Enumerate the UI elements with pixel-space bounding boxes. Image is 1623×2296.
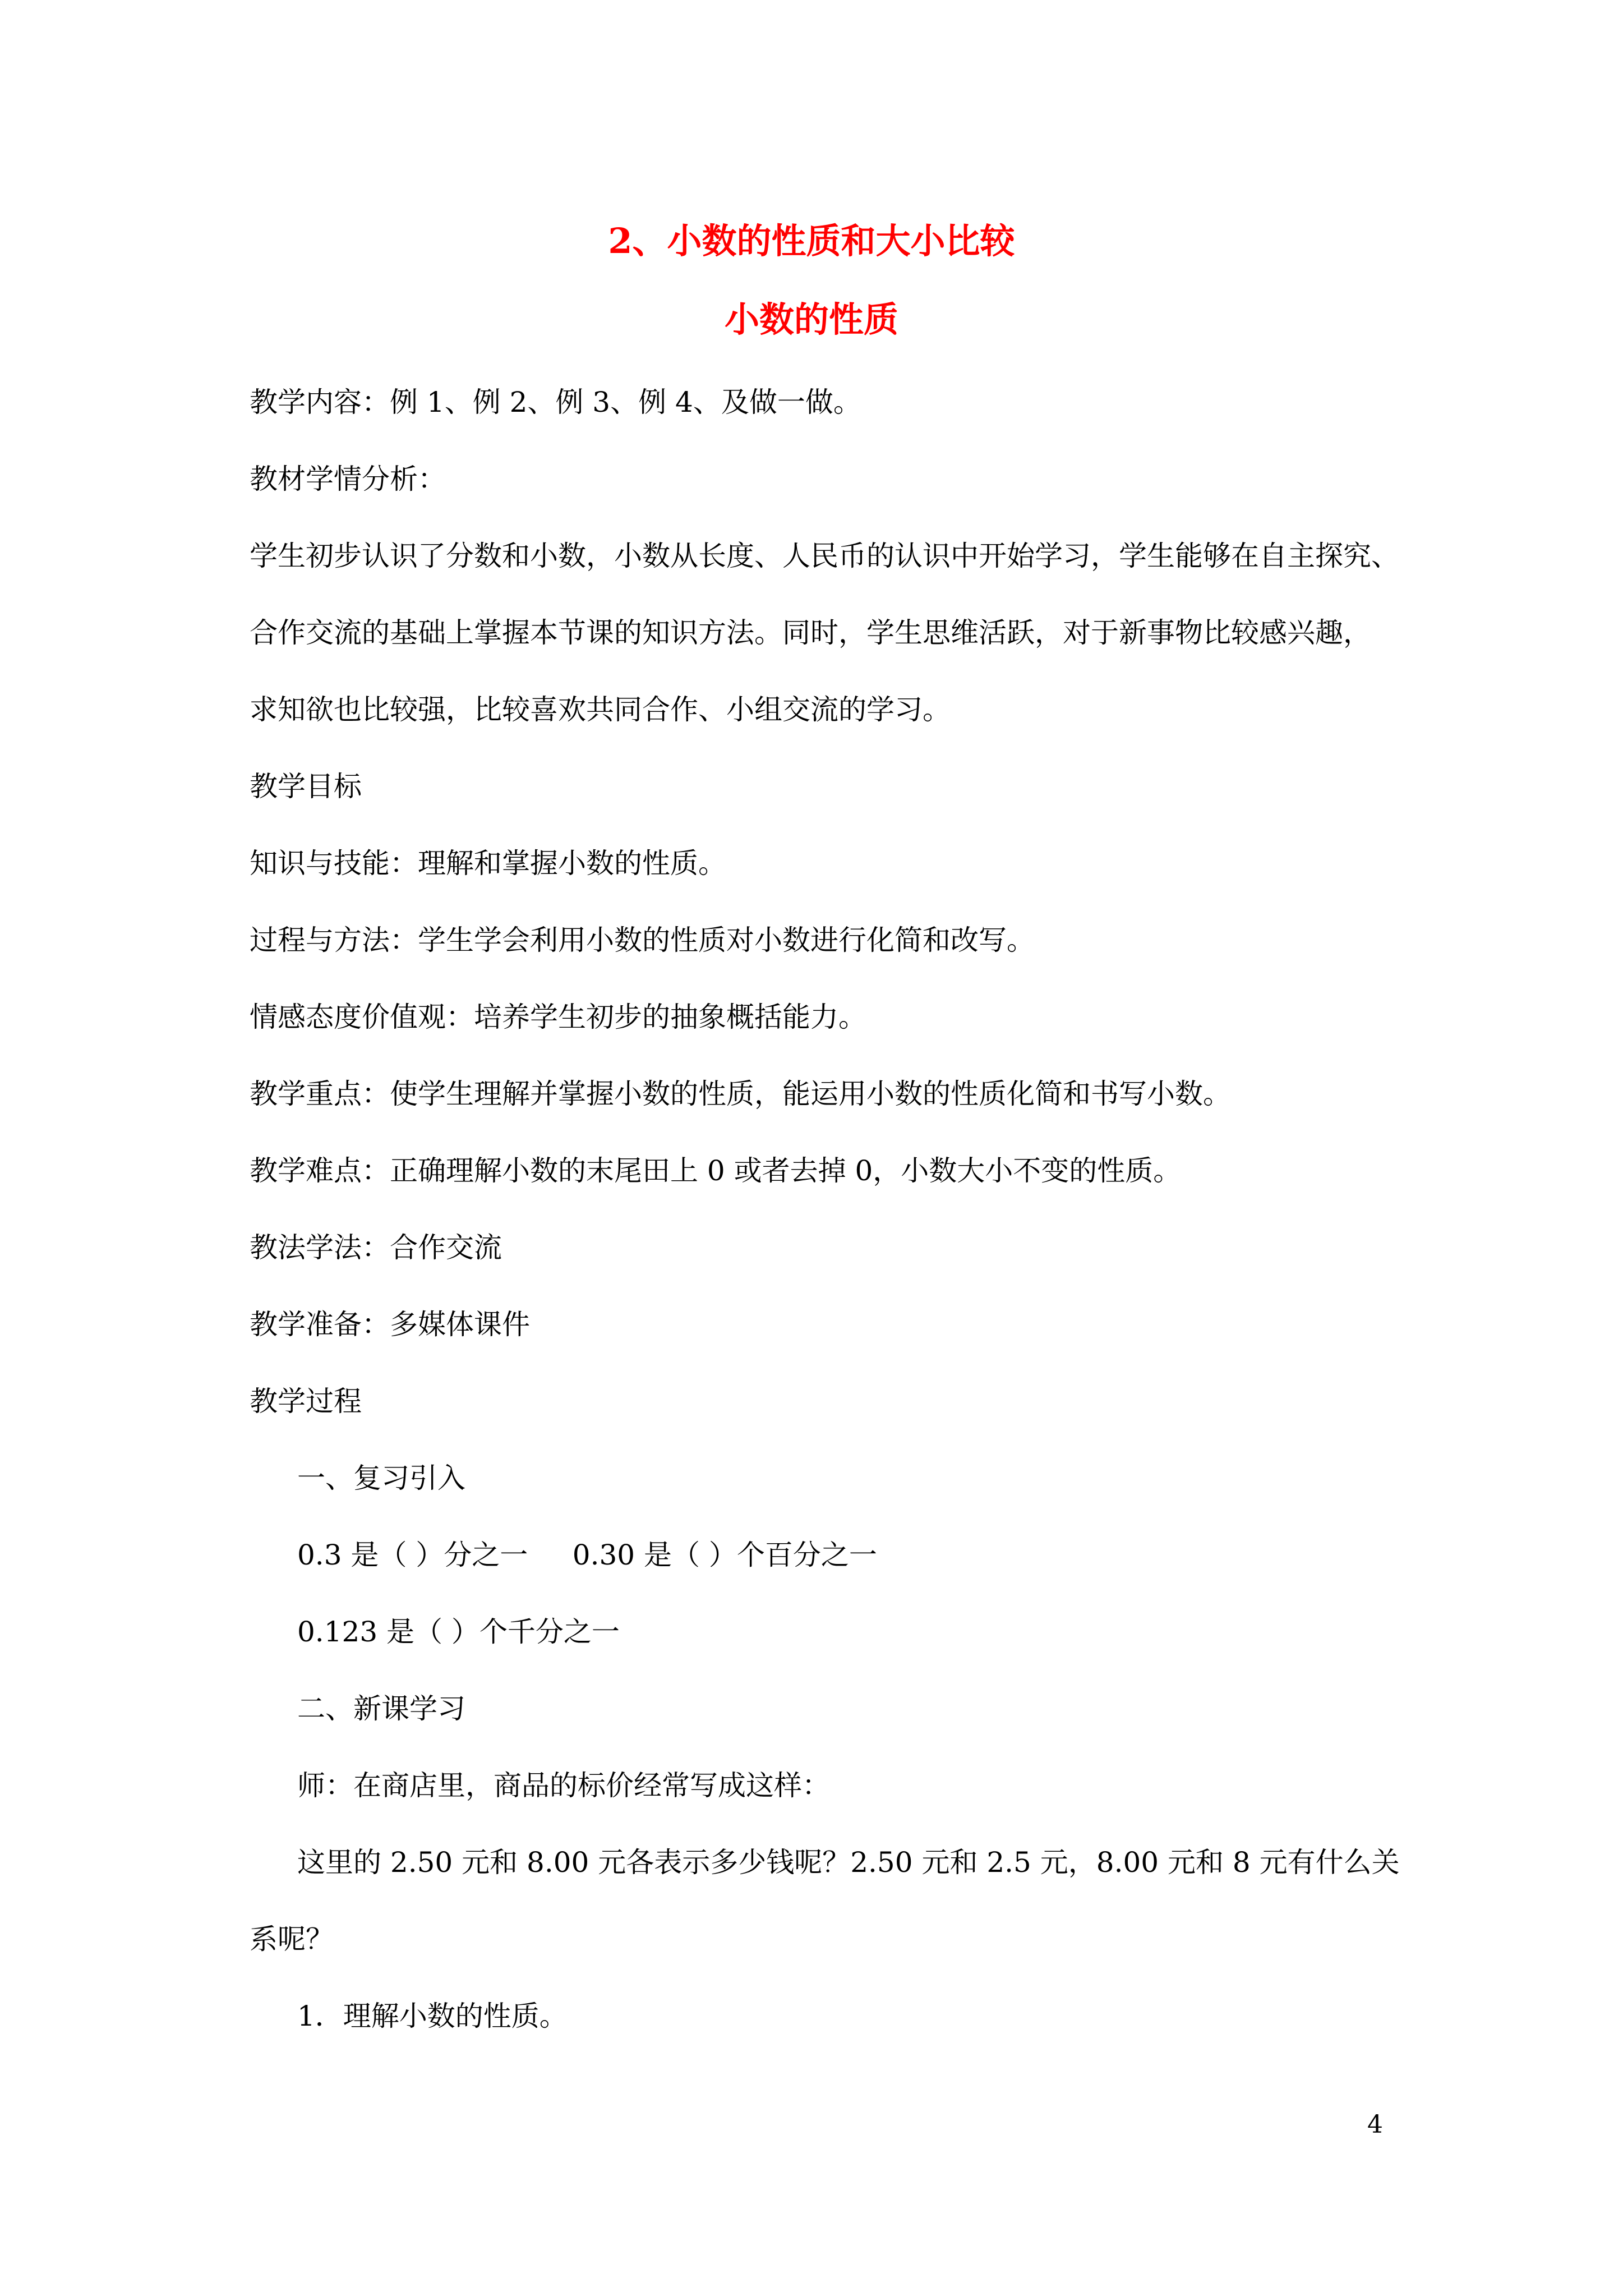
objective-process: 过程与方法：学生学会利用小数的性质对小数进行化简和改写。 <box>250 924 1035 956</box>
objective-attitude: 情感态度价值观：培养学生初步的抽象概括能力。 <box>250 1001 866 1033</box>
teaching-preparation: 教学准备：多媒体课件 <box>250 1308 530 1341</box>
process-heading: 教学过程 <box>250 1385 362 1418</box>
teacher-line: 师：在商店里，商品的标价经常写成这样： <box>297 1769 830 1802</box>
objectives-heading: 教学目标 <box>250 770 362 803</box>
page-number: 4 <box>1367 2110 1383 2139</box>
analysis-paragraph <box>250 538 1399 769</box>
page-subtitle: 小数的性质 <box>724 299 898 340</box>
question-line: 这里的 2.50 元和 8.00 元各表示多少钱呢？2.50 元和 2.5 元，8.00 元和 8 元有什么关 <box>297 1846 1400 1879</box>
teaching-content: 教学内容：例 1、例 2、例 3、例 4、及做一做。 <box>250 386 861 418</box>
section-review: 一、复习引入 <box>297 1462 465 1494</box>
objective-knowledge: 知识与技能：理解和掌握小数的性质。 <box>250 847 726 880</box>
analysis-line: 合作交流的基础上掌握本节课的知识方法。同时，学生思维活跃，对于新事物比较感兴趣， <box>250 616 1371 649</box>
question-line-continued: 系呢？ <box>250 1923 334 1955</box>
step-1: 1．理解小数的性质。 <box>297 2000 568 2032</box>
analysis-line: 求知欲也比较强，比较喜欢共同合作、小组交流的学习。 <box>250 693 951 726</box>
analysis-heading: 教材学情分析： <box>250 463 446 495</box>
analysis-line: 学生初步认识了分数和小数，小数从长度、人民币的认识中开始学习，学生能够在自主探究、 <box>250 540 1399 572</box>
review-question-2: 0.123 是（ ）个千分之一 <box>297 1616 620 1648</box>
review-question-1: 0.3 是（ ）分之一 0.30 是（ ）个百分之一 <box>297 1539 877 1571</box>
page-title: 2、小数的性质和大小比较 <box>608 220 1015 261</box>
difficult-point: 教学难点：正确理解小数的末尾田上 0 或者去掉 0，小数大小不变的性质。 <box>250 1154 1182 1187</box>
teaching-method: 教法学法：合作交流 <box>250 1231 502 1264</box>
key-point: 教学重点：使学生理解并掌握小数的性质，能运用小数的性质化简和书写小数。 <box>250 1078 1231 1110</box>
section-new-lesson: 二、新课学习 <box>297 1692 465 1725</box>
